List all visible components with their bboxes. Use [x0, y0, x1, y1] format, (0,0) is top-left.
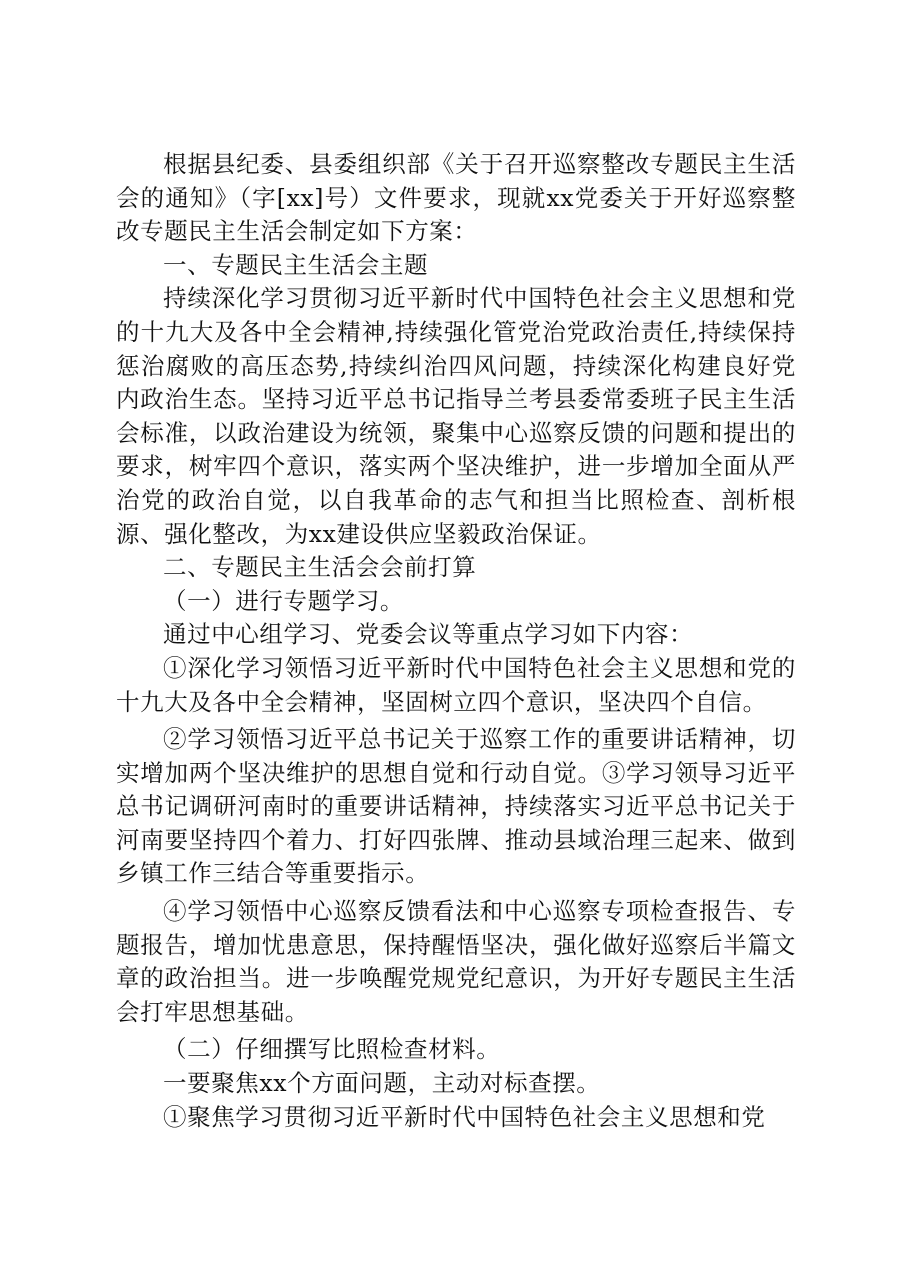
- study-intro-paragraph: 通过中心组学习、党委会议等重点学习如下内容：: [163, 620, 694, 649]
- subsection-heading-materials: （二）仔细撰写比照检查材料。: [163, 1035, 501, 1064]
- intro-paragraph: 根据县纪委、县委组织部《关于召开巡察整改专题民主生活会的通知》（字[xx]号）文件要求，现就xx党委关于开好巡察整改专题民主生活会制定如下方案：: [116, 150, 796, 246]
- study-item-4: ④学习领悟中心巡察反馈看法和中心巡察专项检查报告、专题报告，增加忧患意思，保持醒悟坚决，强化做好巡察后半篇文章的政治担当。进一步唤醒党规党纪意识，为开好专题民主生活会打牢思想基础。: [116, 897, 796, 1026]
- materials-intro-paragraph: 一要聚焦xx个方面问题，主动对标查摆。: [163, 1069, 601, 1098]
- study-item-1: ①深化学习领悟习近平新时代中国特色社会主义思想和党的十九大及各中全会精神，坚固树立四个意识，坚决四个自信。: [116, 653, 796, 716]
- section-heading-theme: 一、专题民主生活会主题: [163, 250, 429, 279]
- subsection-heading-study: （一）进行专题学习。: [163, 586, 404, 615]
- study-item-2-3: ②学习领悟习近平总书记关于巡察工作的重要讲话精神，切实增加两个坚决维护的思想自觉和行动自觉。③学习领导习近平总书记调研河南时的重要讲话精神，持续落实习近平总书记关于河南要坚持四个着力、打好四张牌、推动县域治理三起来、做到乡镇工作三结合等重要指示。: [116, 725, 796, 888]
- document-body: [116, 148, 796, 1134]
- theme-paragraph: 持续深化学习贯彻习近平新时代中国特色社会主义思想和党的十九大及各中全会精神,持续强化管党治党政治责任,持续保持惩治腐败的高压态势,持续纠治四风问题，持续深化构建良好党内政治生态。坚持习近平总书记指导兰考县委常委班子民主生活会标准，以政治建设为统领，聚集中心巡察反馈的问题和提出的要求，树牢四个意识，落实两个坚决维护，进一步增加全面从严治党的政治自觉，以自我革命的志气和担当比照检查、剖析根源、强化整改，为xx建设供应坚毅政治保证。: [116, 284, 796, 548]
- section-heading-preparation: 二、专题民主生活会会前打算: [163, 553, 477, 582]
- materials-item-1: ①聚焦学习贯彻习近平新时代中国特色社会主义思想和党: [163, 1102, 766, 1131]
